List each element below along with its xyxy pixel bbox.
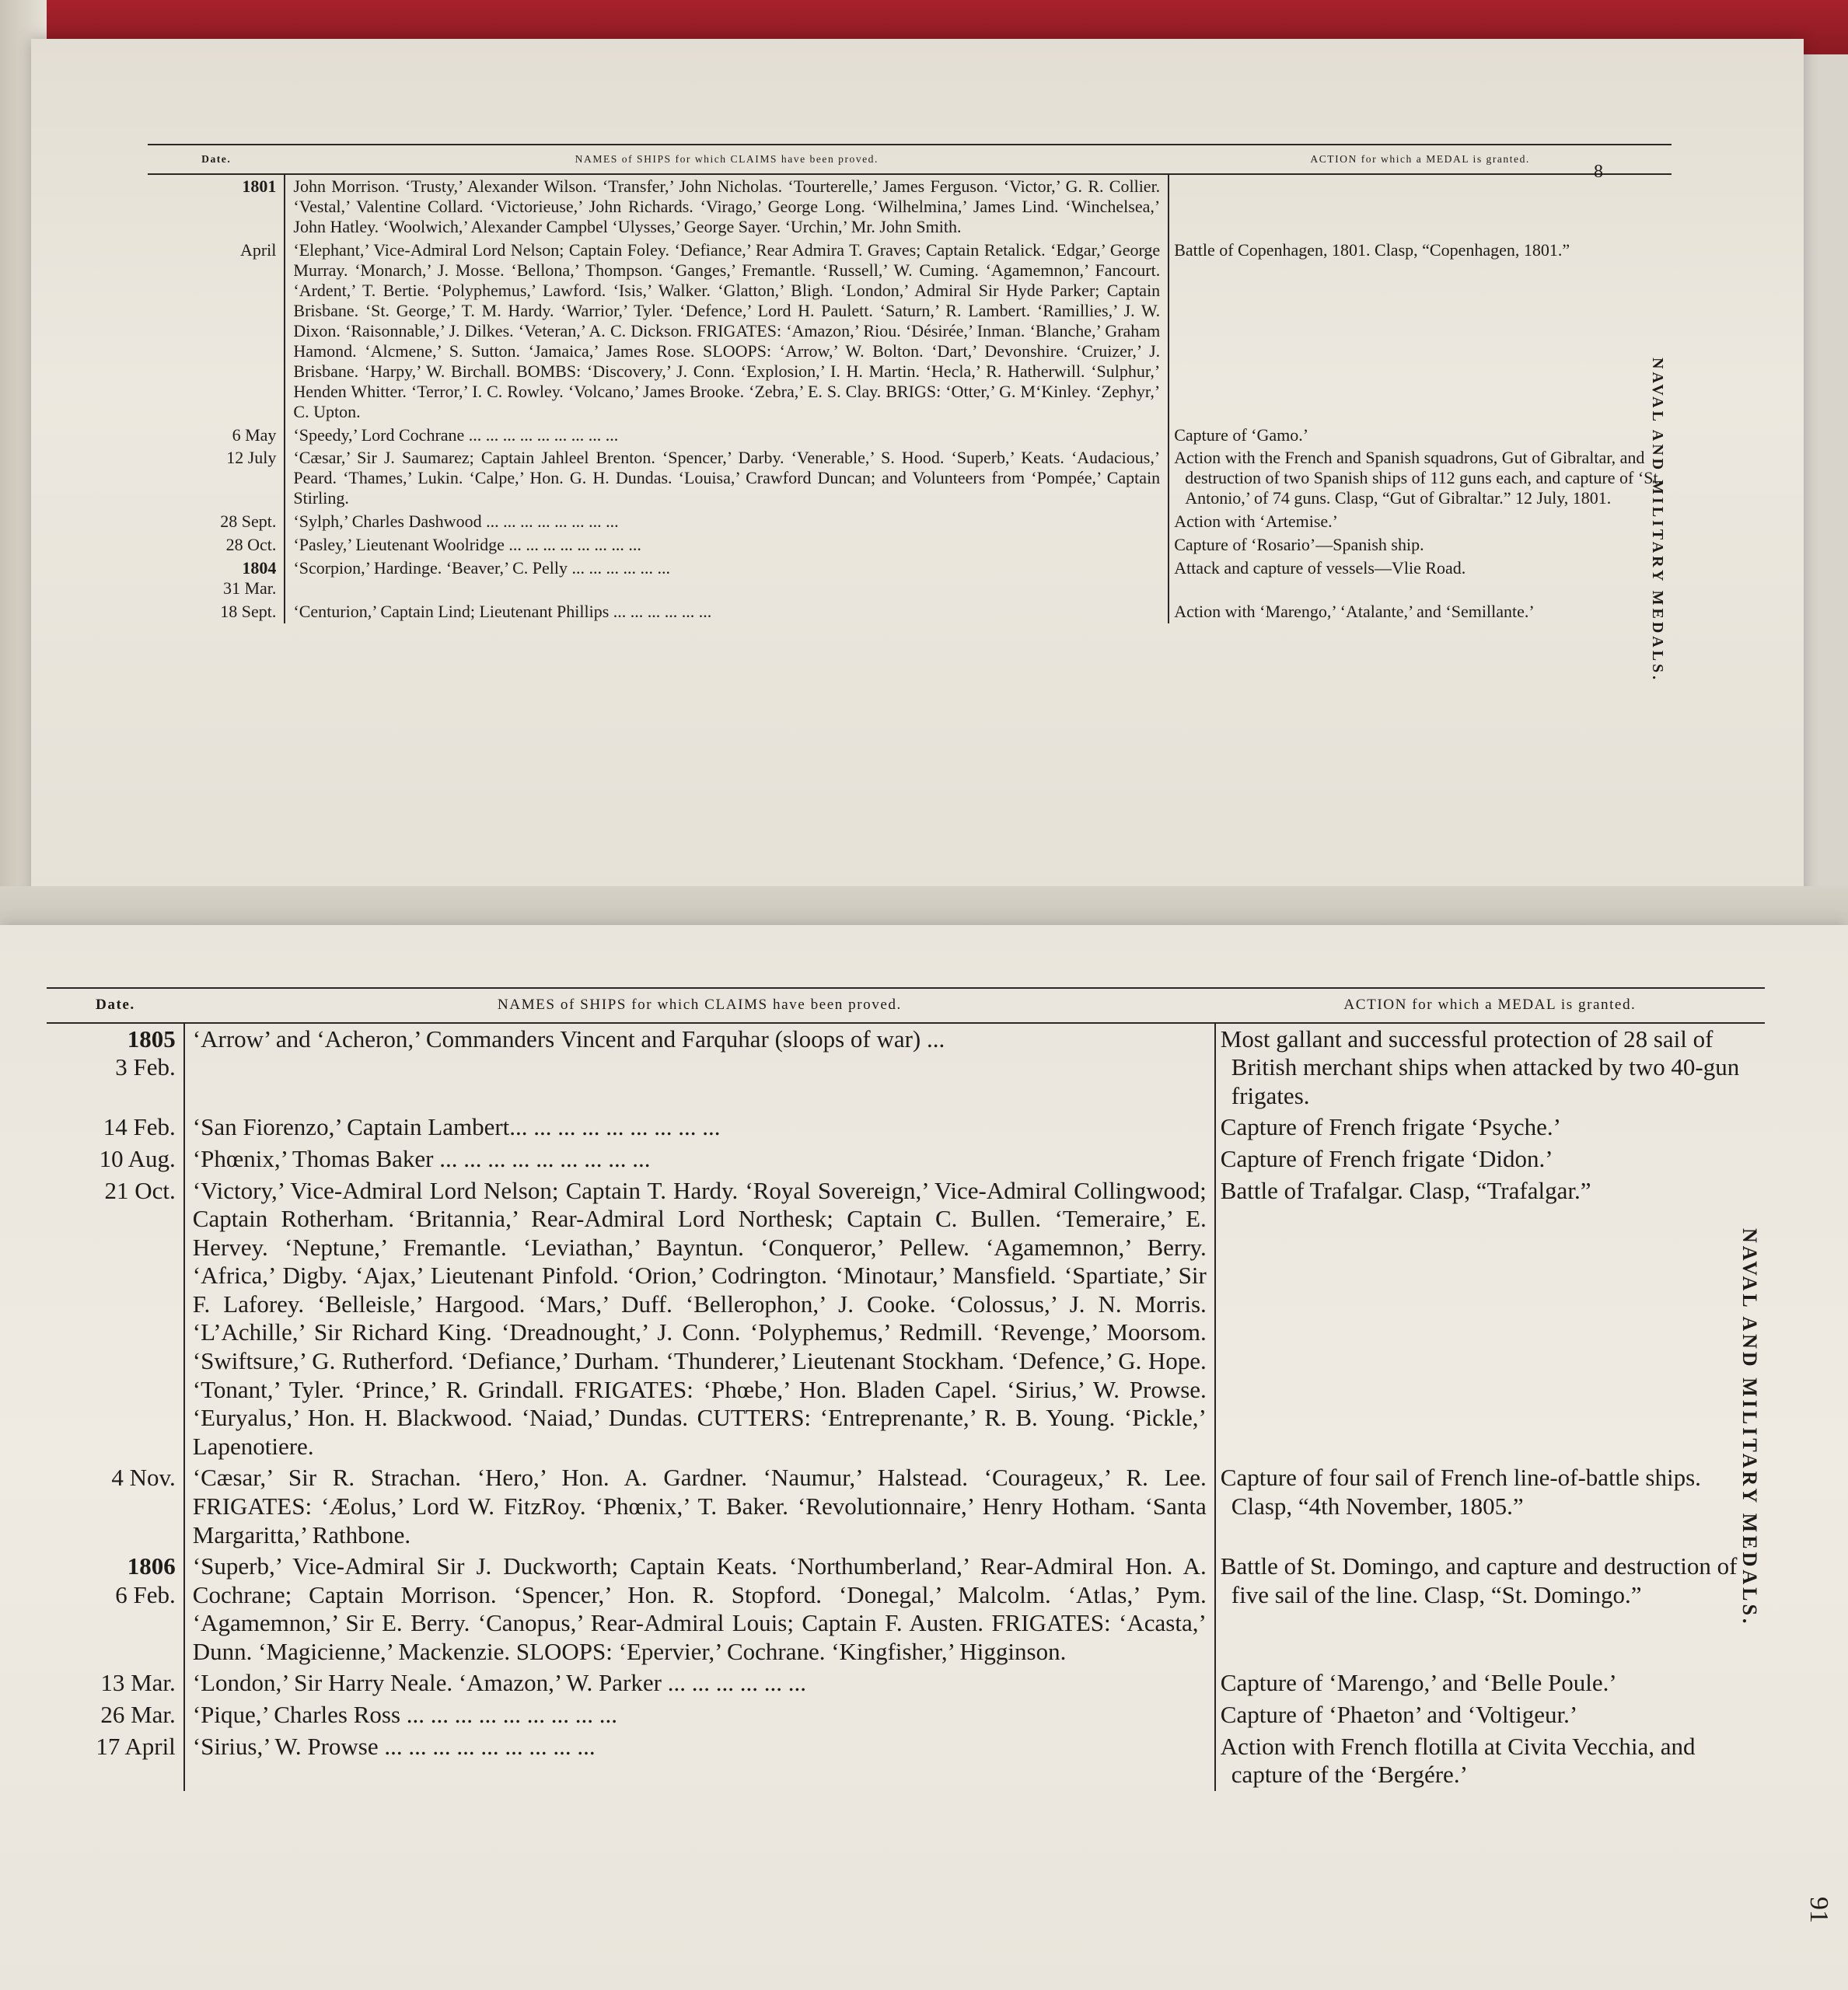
date-cell [148, 424, 285, 447]
date-label: 6 May [232, 424, 277, 445]
date-cell [148, 557, 285, 600]
action-cell: Capture of ‘Gamo.’ [1174, 424, 1309, 445]
action-cell: Battle of St. Domingo, and capture and destruction of five sail of the line. Clasp, “St. Domingo.” [1220, 1552, 1738, 1608]
date-header: Date. [47, 988, 184, 1023]
ships-cell: ‘Elephant,’ Vice-Admiral Lord Nelson; Captain Foley. ‘Defiance,’ Rear Admira T. Graves; Captain Retalick. ‘Edgar,’ George Murray. ‘Monarch,’ J. Mosse. ‘Bellona,’ Thompson. ‘Ganges,’ Fremantle. ‘Russell,’ W. Cuming. ‘Agamemnon,’ Fancourt. ‘Ardent,’ T. Bertie. ‘Polyphemus,’ Lawford. ‘Isis,’ Walker. ‘Glatton,’ Bligh. ‘London,’ Admiral Sir Hyde Parker; Captain Brisbane. ‘St. George,’ T. M. Hardy. ‘Warrior,’ Tyler. ‘Defence,’ Lord H. Paulett. ‘Saturn,’ R. Lambert. ‘Ramillies,’ J. W. Dixon. ‘Raisonnable,’ J. Dilkes. ‘Veteran,’ A. C. Dickson. FRIGATES: ‘Amazon,’ Riou. ‘Désirée,’ Inman. ‘Blanche,’ Graham Hamond. ‘Alcmene,’ S. Sutton. ‘Jamaica,’ James Rose. SLOOPS: ‘Arrow,’ W. Bolton. ‘Dart,’ Devonshire. ‘Cruizer,’ J. Brisbane. ‘Harpy,’ W. Birchall. BOMBS: ‘Discovery,’ J. Conn. ‘Explosion,’ I. H. Martin. ‘Hecla,’ R. Hatherwill. ‘Sulphur,’ Henden Whitter. ‘Terror,’ I. C. Rowley. ‘Volcano,’ James Brooke. ‘Zebra,’ E. S. Clay. BRIGS: ‘Otter,’ G. M‘Kinley. ‘Zephyr,’ C. Upton. [285, 239, 1169, 424]
ships-cell: ‘Arrow’ and ‘Acheron,’ Commanders Vincent and Farquhar (sloops of war) ... [184, 1023, 1215, 1112]
ships-cell: ‘Superb,’ Vice-Admiral Sir J. Duckworth; Captain Keats. ‘Northumberland,’ Rear-Admiral Hon. A. Cochrane; Captain Morrison. ‘Spencer,’ Hon. R. Stopford. ‘Donegal,’ Malcolm. ‘Atlas,’ Pym. ‘Agamemnon,’ Sir E. Berry. ‘Canopus,’ Rear-Admiral Louis; Captain F. Austen. FRIGATES: ‘Acasta,’ Dunn. ‘Magicienne,’ Mackenzie. SLOOPS: ‘Epervier,’ Cochrane. ‘Kingfisher,’ Higginson. [184, 1551, 1215, 1667]
date-cell [148, 600, 285, 623]
date-cell [148, 446, 285, 510]
date-cell [47, 1143, 184, 1175]
ships-cell: ‘Scorpion,’ Hardinge. ‘Beaver,’ C. Pelly ... ... ... ... ... ... [285, 557, 1169, 600]
action-cell: Action with French flotilla at Civita Vecchia, and capture of the ‘Bergére.’ [1220, 1732, 1696, 1789]
upper-page [31, 39, 1804, 902]
action-cell: Capture of ‘Rosario’—Spanish ship. [1174, 535, 1424, 555]
ships-cell: ‘Sylph,’ Charles Dashwood ... ... ... ... ... ... ... ... [285, 510, 1169, 533]
ships-cell: ‘San Fiorenzo,’ Captain Lambert... ... ... ... ... ... ... ... ... [184, 1112, 1215, 1143]
table-row [148, 557, 1672, 600]
ships-cell: ‘Cæsar,’ Sir R. Strachan. ‘Hero,’ Hon. A. Gardner. ‘Naumur,’ Halstead. ‘Courageux,’ R. Lee. FRIGATES: ‘Æolus,’ Lord W. FitzRoy. ‘Phœnix,’ T. Baker. ‘Revolutionnaire,’ Henry Hotham. ‘Santa Margaritta,’ Rathbone. [184, 1462, 1215, 1551]
date-cell [148, 533, 285, 557]
ships-cell: ‘Speedy,’ Lord Cochrane ... ... ... ... ... ... ... ... ... [285, 424, 1169, 447]
date-label: April [239, 239, 277, 260]
year-label: 1801 [242, 176, 277, 197]
ships-cell: ‘Victory,’ Vice-Admiral Lord Nelson; Captain T. Hardy. ‘Royal Sovereign,’ Vice-Admiral Collingwood; Captain Rotherham. ‘Britannia,’ Rear-Admiral Lord Northesk; Captain C. Bullen. ‘Temeraire,’ E. Hervey. ‘Neptune,’ Fremantle. ‘Leviathan,’ Bayntun. ‘Conqueror,’ Pellew. ‘Agamemnon,’ Berry. ‘Africa,’ Digby. ‘Ajax,’ Lieutenant Pinfold. ‘Orion,’ Codrington. ‘Minotaur,’ Mansfield. ‘Spartiate,’ Sir F. Laforey. ‘Belleisle,’ Hargood. ‘Mars,’ Duff. ‘Bellerophon,’ J. Cooke. ‘Colossus,’ J. N. Morris. ‘L’Achille,’ Sir Richard King. ‘Dreadnought,’ J. Conn. ‘Polyphemus,’ Redmill. ‘Revenge,’ Moorsom. ‘Swiftsure,’ G. Rutherford. ‘Defiance,’ Durham. ‘Thunderer,’ Lieutenant Stockham. ‘Defence,’ G. Hope. ‘Tonant,’ Tyler. ‘Prince,’ R. Grindall. FRIGATES: ‘Phœbe,’ Hon. Bladen Capel. ‘Sirius,’ W. Prowse. ‘Euryalus,’ Hon. H. Blackwood. ‘Naiad,’ Dundas. CUTTERS: ‘Entreprenante,’ R. B. Young. ‘Pickle,’ Lapenotiere. [184, 1175, 1215, 1463]
table-row [47, 1175, 1765, 1463]
action-cell: Capture of ‘Marengo,’ and ‘Belle Poule.’ [1220, 1669, 1617, 1697]
date-label: 13 Mar. [100, 1669, 176, 1697]
date-label: 26 Mar. [100, 1700, 176, 1728]
table-row [148, 600, 1672, 623]
date-cell [148, 239, 285, 424]
ships-cell: ‘Pique,’ Charles Ross ... ... ... ... ... ... ... ... ... [184, 1699, 1215, 1731]
action-cell: Battle of Trafalgar. Clasp, “Trafalgar.” [1220, 1176, 1591, 1204]
page-number: 91 [1804, 1897, 1833, 1923]
action-cell: Capture of ‘Phaeton’ and ‘Voltigeur.’ [1220, 1700, 1578, 1728]
ships-cell: ‘London,’ Sir Harry Neale. ‘Amazon,’ W. Parker ... ... ... ... ... ... [184, 1667, 1215, 1699]
table-row [148, 424, 1672, 447]
year-label: 1804 [242, 558, 277, 578]
ships-cell: ‘Phœnix,’ Thomas Baker ... ... ... ... ... ... ... ... ... [184, 1143, 1215, 1175]
table-row [47, 1699, 1765, 1731]
date-label: 18 Sept. [220, 602, 277, 622]
ships-cell: ‘Centurion,’ Captain Lind; Lieutenant Phillips ... ... ... ... ... ... [285, 600, 1169, 623]
year-label: 1806 [127, 1552, 176, 1580]
date-label: 21 Oct. [104, 1176, 176, 1204]
action-cell: Most gallant and successful protection of 28 sail of British merchant ships when attacked by two 40-gun frigates. [1220, 1025, 1740, 1109]
date-label: 28 Oct. [225, 535, 277, 555]
action-cell: Battle of Copenhagen, 1801. Clasp, “Copenhagen, 1801.” [1174, 239, 1570, 260]
ships-cell: ‘Pasley,’ Lieutenant Woolridge ... ... ... ... ... ... ... ... [285, 533, 1169, 557]
action-cell: Capture of four sail of French line-of-battle ships. Clasp, “4th November, 1805.” [1220, 1464, 1701, 1520]
date-cell [47, 1667, 184, 1699]
running-title: NAVAL AND MILITARY MEDALS. [1738, 1228, 1761, 1627]
table-row [148, 239, 1672, 424]
table-row [47, 1551, 1765, 1667]
date-cell [47, 1112, 184, 1143]
table-row [148, 510, 1672, 533]
ships-header: NAMES of SHIPS for which CLAIMS have been proved. [285, 145, 1169, 174]
table-row [47, 1731, 1765, 1791]
action-cell [1169, 174, 1672, 239]
ships-cell: ‘Cæsar,’ Sir J. Saumarez; Captain Jahleel Brenton. ‘Spencer,’ Darby. ‘Venerable,’ S. Hood. ‘Superb,’ Keats. ‘Audacious,’ Peard. ‘Thames,’ Lukin. ‘Calpe,’ Hon. G. H. Dundas. ‘Louisa,’ Crawford Duncan; and Volunteers from ‘Pompée,’ Captain Stirling. [285, 446, 1169, 510]
date-cell [47, 1175, 184, 1463]
date-cell [47, 1731, 184, 1791]
action-header: ACTION for which a MEDAL is granted. [1215, 988, 1765, 1023]
running-title: NAVAL AND MILITARY MEDALS. [1649, 358, 1666, 683]
date-label: 12 July [226, 448, 277, 468]
year-label: 1805 [127, 1025, 176, 1053]
table-row [148, 446, 1672, 510]
date-label: 4 Nov. [111, 1464, 176, 1492]
date-label: 14 Feb. [103, 1113, 176, 1141]
date-label: 6 Feb. [115, 1580, 176, 1608]
date-cell [47, 1551, 184, 1667]
date-label: 3 Feb. [115, 1053, 176, 1081]
table-row [148, 533, 1672, 557]
ships-cell: John Morrison. ‘Trusty,’ Alexander Wilson. ‘Transfer,’ John Nicholas. ‘Tourterelle,’ James Ferguson. ‘Victor,’ G. R. Collier. ‘Vestal,’ Valentine Collard. ‘Victorieuse,’ John Richards. ‘Virago,’ George Long. ‘Wilhelmina,’ James Lind. ‘Winchelsea,’ John Hatley. ‘Woolwich,’ Alexander Campbel ‘Ulysses,’ George Sayer. ‘Urchin,’ Mr. John Smith. [285, 174, 1169, 239]
ships-cell: ‘Sirius,’ W. Prowse ... ... ... ... ... ... ... ... ... [184, 1731, 1215, 1791]
date-label: 28 Sept. [220, 511, 277, 532]
date-cell [148, 510, 285, 533]
action-cell: Action with the French and Spanish squadrons, Gut of Gibraltar, and destruction of two Spanish ships of 112 guns each, and capture of ‘St. Antonio,’ of 74 guns. Clasp, “Gut of Gibraltar.” 12 July, 1801. [1174, 448, 1663, 508]
table-row [47, 1667, 1765, 1699]
date-cell [47, 1023, 184, 1112]
table-row [148, 174, 1672, 239]
action-cell: Capture of French frigate ‘Psyche.’ [1220, 1113, 1561, 1141]
date-label: 17 April [96, 1732, 176, 1760]
date-cell [47, 1462, 184, 1551]
table-row [47, 1462, 1765, 1551]
action-cell: Action with ‘Marengo,’ ‘Atalante,’ and ‘Semillante.’ [1174, 602, 1535, 622]
date-label: 31 Mar. [222, 578, 277, 599]
date-cell [148, 174, 285, 239]
date-label: 10 Aug. [99, 1144, 176, 1172]
lower-claims-table [47, 987, 1765, 1791]
date-cell [47, 1699, 184, 1731]
action-header: ACTION for which a MEDAL is granted. [1169, 145, 1672, 174]
lower-page [0, 925, 1848, 1990]
table-row [47, 1112, 1765, 1143]
action-cell: Attack and capture of vessels—Vlie Road. [1174, 558, 1466, 578]
date-header: Date. [148, 145, 285, 174]
action-cell: Action with ‘Artemise.’ [1174, 511, 1338, 532]
page-number: 8 [1594, 162, 1603, 182]
table-row [47, 1143, 1765, 1175]
action-cell: Capture of French frigate ‘Didon.’ [1220, 1144, 1553, 1172]
ships-header: NAMES of SHIPS for which CLAIMS have been proved. [184, 988, 1215, 1023]
upper-claims-table [148, 144, 1672, 623]
table-row [47, 1023, 1765, 1112]
